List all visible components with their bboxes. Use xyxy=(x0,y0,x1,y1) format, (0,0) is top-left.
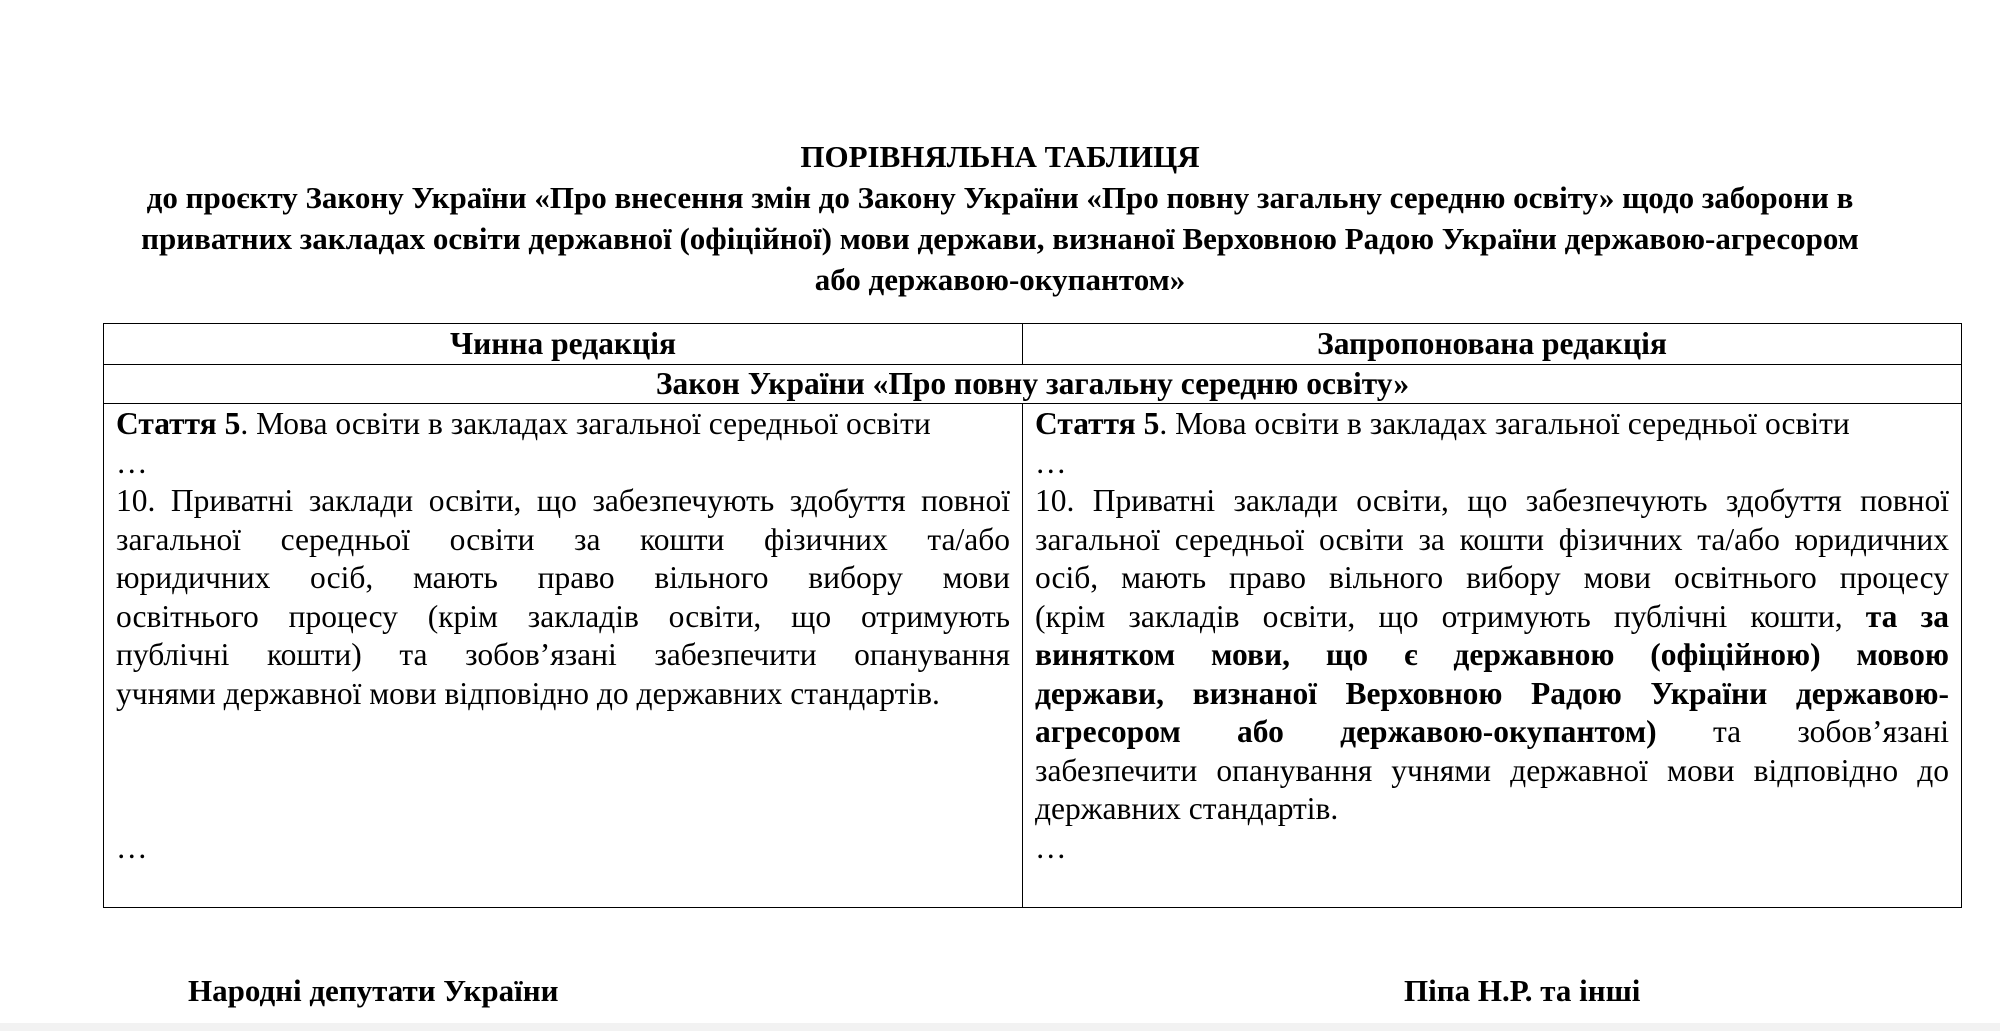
text-segment: … xyxy=(116,444,148,480)
text-line xyxy=(116,675,1010,714)
bold-text-segment: Стаття 5 xyxy=(1035,406,1160,441)
text-line xyxy=(116,405,1010,444)
law-title: Закон України «Про повну загальну середню освіту» xyxy=(104,365,1962,404)
current-text xyxy=(116,405,1010,867)
text-line xyxy=(1035,675,1949,714)
document-subtitle: до проєкту Закону України «Про внесення змін до Закону України «Про повну загальну середню освіту» щодо заборони в приватних закладах освіти державної (офіційної) мови держави, визнаної Верховною Радою України державою-агресором або державою-окупантом» xyxy=(141,180,1859,297)
bold-text-segment: та за xyxy=(1865,598,1949,634)
text-segment: публічні кошти) та зобов’язані забезпечити опанування xyxy=(116,637,1010,672)
bold-text-segment: Стаття 5 xyxy=(116,406,241,441)
table-row xyxy=(104,404,1962,908)
text-line xyxy=(1035,559,1949,598)
text-segment: загальної середньої освіти за кошти фізичних та/або xyxy=(116,521,1010,557)
proposed-text xyxy=(1035,405,1949,867)
signatory-names: Піпа Н.Р. та інші xyxy=(1404,973,1641,1008)
bold-text-segment: агресором або державою-окупантом) xyxy=(1035,714,1657,749)
text-segment: юридичних осіб, мають право вільного вибору мови xyxy=(116,560,1010,595)
text-segment: … xyxy=(1035,829,1067,865)
bold-text-segment: держави, визнаної Верховною Радою України державою- xyxy=(1035,675,1949,711)
text-line xyxy=(116,444,1010,483)
text-segment: учнями державної мови відповідно до державних стандартів. xyxy=(116,675,940,711)
text-line xyxy=(1035,521,1949,560)
text-segment: 10. Приватні заклади освіти, що забезпечують здобуття повної xyxy=(1035,483,1949,518)
text-line xyxy=(116,598,1010,637)
text-line xyxy=(116,521,1010,560)
proposed-text-cell xyxy=(1023,404,1962,908)
text-segment: . Мова освіти в закладах загальної середньої освіти xyxy=(240,406,931,441)
text-line xyxy=(116,713,1010,752)
text-line xyxy=(116,482,1010,521)
text-segment: загальної середньої освіти за кошти фізичних та/або юридичних xyxy=(1035,521,1949,557)
text-line xyxy=(1035,752,1949,791)
text-segment: … xyxy=(116,829,148,865)
text-segment: та зобов’язані xyxy=(1656,714,1949,749)
text-segment: осіб, мають право вільного вибору мови освітнього процесу xyxy=(1035,560,1949,595)
bold-text-segment: винятком мови, що є державною (офіційною) мовою xyxy=(1035,637,1949,672)
text-line xyxy=(1035,713,1949,752)
page-bottom-edge xyxy=(0,1023,2000,1031)
text-segment: . Мова освіти в закладах загальної середньої освіти xyxy=(1159,406,1850,441)
text-line xyxy=(116,636,1010,675)
text-segment: (крім закладів освіти, що отримують публічні кошти, xyxy=(1035,598,1866,634)
signature-label: Народні депутати України xyxy=(188,973,559,1008)
text-line xyxy=(116,559,1010,598)
text-line xyxy=(1035,482,1949,521)
text-line xyxy=(1035,636,1949,675)
text-line xyxy=(1035,444,1949,483)
text-segment: … xyxy=(1035,444,1067,480)
document-title: ПОРІВНЯЛЬНА ТАБЛИЦЯ xyxy=(800,139,1200,174)
comparison-table xyxy=(103,323,1962,908)
text-segment: забезпечити опанування учнями державної мови відповідно до xyxy=(1035,752,1949,788)
text-line xyxy=(116,829,1010,868)
text-line xyxy=(1035,790,1949,829)
header-current-edition: Чинна редакція xyxy=(104,324,1023,365)
text-line xyxy=(116,790,1010,829)
text-line xyxy=(1035,829,1949,868)
law-title-row xyxy=(104,365,1962,404)
text-line xyxy=(1035,405,1949,444)
text-segment: освітнього процесу (крім закладів освіти, що отримують xyxy=(116,598,1010,634)
header-proposed-edition: Запропонована редакція xyxy=(1023,324,1962,365)
text-line xyxy=(116,752,1010,791)
current-text-cell xyxy=(104,404,1023,908)
text-line xyxy=(1035,598,1949,637)
text-segment: 10. Приватні заклади освіти, що забезпечують здобуття повної xyxy=(116,483,1010,518)
table-header-row xyxy=(104,324,1962,365)
text-segment: державних стандартів. xyxy=(1035,791,1339,826)
